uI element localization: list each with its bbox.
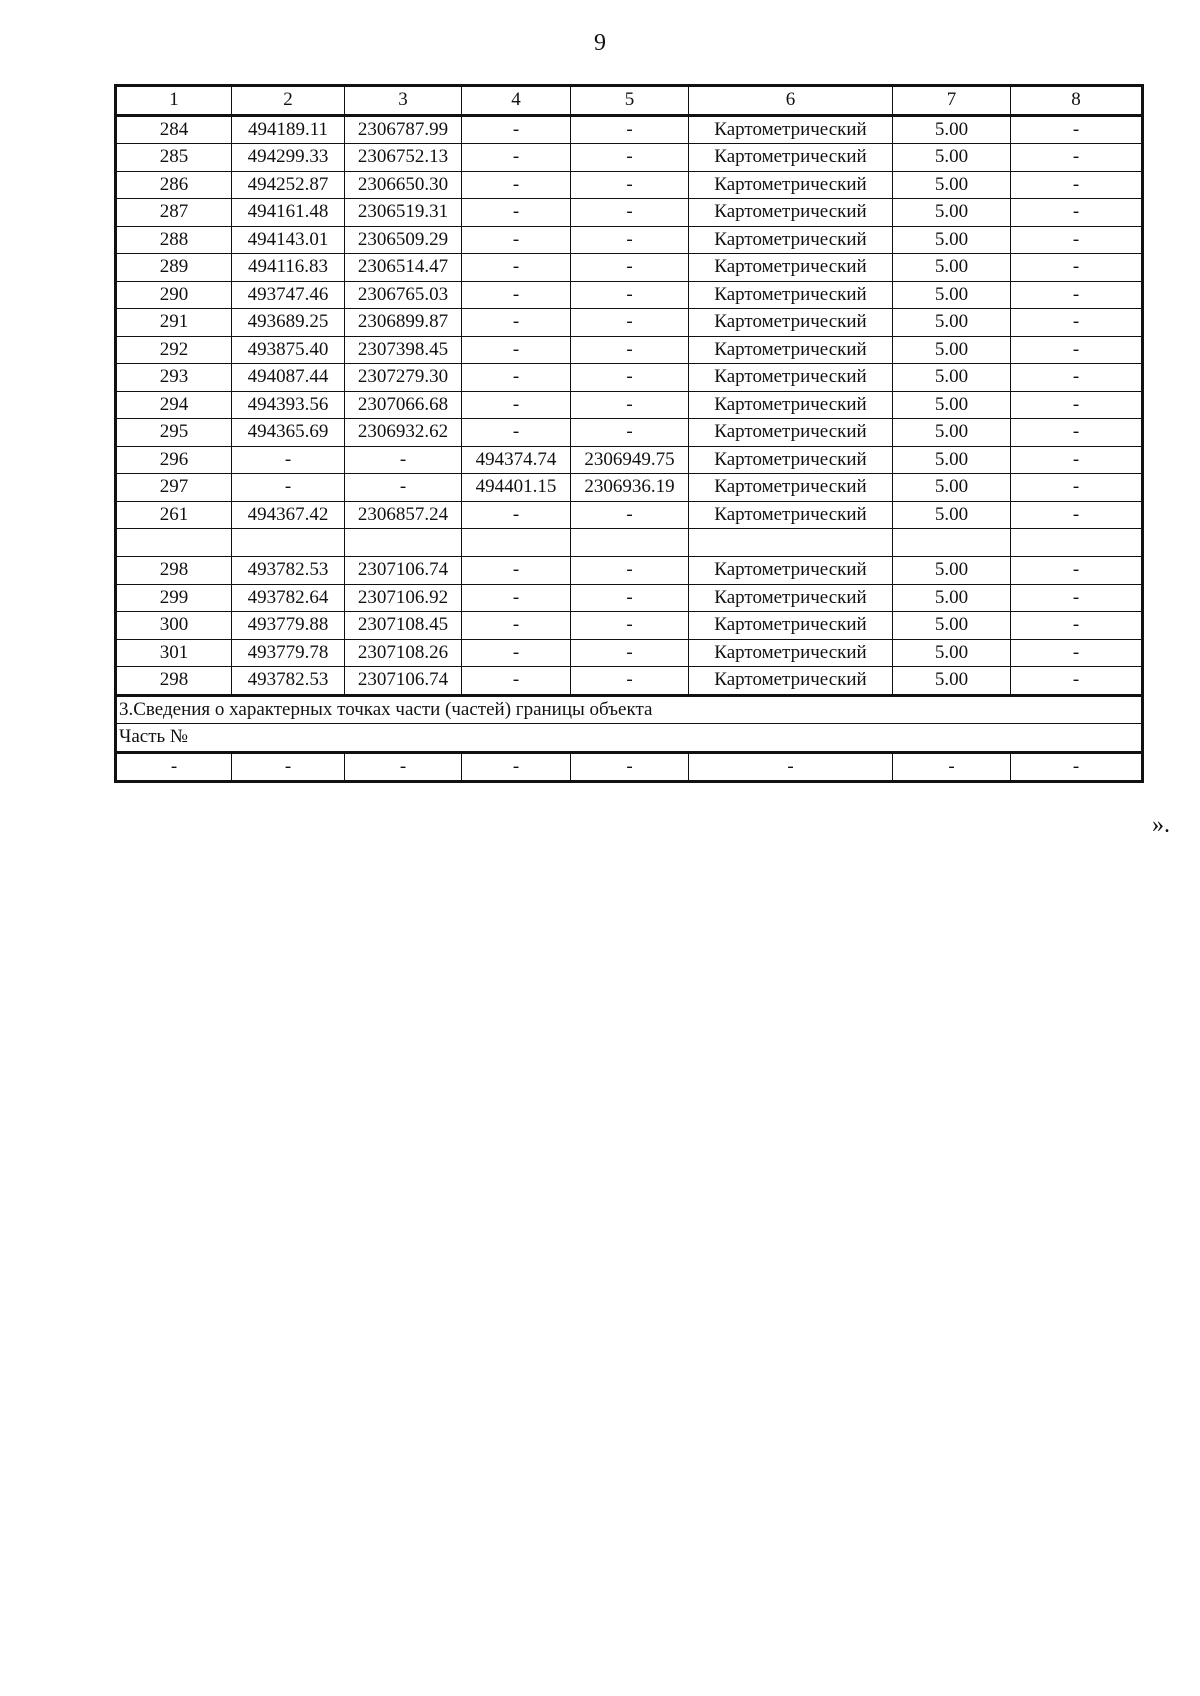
table-cell: 2307106.74 [345,557,462,585]
table-cell: 296 [116,446,232,474]
table-cell: 494116.83 [232,254,345,282]
table-cell: 494143.01 [232,226,345,254]
table-cell: 5.00 [893,557,1011,585]
table-cell: 5.00 [893,501,1011,529]
table-cell: - [462,281,571,309]
table-row [116,557,1143,585]
table-cell: - [116,752,232,782]
table-cell: 284 [116,115,232,144]
table-cell: 5.00 [893,144,1011,172]
table-cell: Картометрический [689,364,893,392]
table-cell: 298 [116,557,232,585]
table-cell: 2306519.31 [345,199,462,227]
table-cell: - [571,612,689,640]
table-cell: - [689,752,893,782]
table-cell: Картометрический [689,171,893,199]
table-row [116,584,1143,612]
table-row [116,446,1143,474]
table-cell: 261 [116,501,232,529]
table-cell: - [571,226,689,254]
table-cell: 5.00 [893,199,1011,227]
table-cell: 5.00 [893,419,1011,447]
table-cell: - [462,336,571,364]
table-cell: Картометрический [689,226,893,254]
table-cell: 493875.40 [232,336,345,364]
empty-cell [232,529,345,557]
table-cell: - [1011,281,1143,309]
table-cell: 2306650.30 [345,171,462,199]
table-cell: Картометрический [689,254,893,282]
table-row [116,667,1143,696]
empty-cell [893,529,1011,557]
table-cell: 494252.87 [232,171,345,199]
table-cell: - [232,446,345,474]
table-row [116,281,1143,309]
table-cell: - [462,612,571,640]
table-row [116,501,1143,529]
table-cell: - [1011,474,1143,502]
empty-cell [1011,529,1143,557]
table-final-row [116,752,1143,782]
table-cell: 289 [116,254,232,282]
table-cell: 2307106.74 [345,667,462,696]
table-cell: 493747.46 [232,281,345,309]
table-cell: 287 [116,199,232,227]
table-cell: 5.00 [893,254,1011,282]
table-cell: 2306752.13 [345,144,462,172]
table-cell: Картометрический [689,419,893,447]
table-cell: - [462,309,571,337]
table-cell: 6 [689,86,893,116]
table-cell: Картометрический [689,667,893,696]
table-cell: 5.00 [893,309,1011,337]
table-cell: - [1011,667,1143,696]
table-cell: 5.00 [893,171,1011,199]
section-3-title: 3.Сведения о характерных точках части (частей) границы объекта [116,695,1143,724]
table-cell: 494189.11 [232,115,345,144]
table-cell: - [1011,364,1143,392]
table-cell: 494393.56 [232,391,345,419]
table-cell: - [462,419,571,447]
table-cell: 493779.88 [232,612,345,640]
page-number: 9 [594,30,606,56]
table-cell: - [1011,419,1143,447]
table-cell: - [571,171,689,199]
table-cell: 2307108.45 [345,612,462,640]
table-cell: - [462,115,571,144]
table-row [116,391,1143,419]
table-cell: 2307106.92 [345,584,462,612]
table-cell: - [1011,584,1143,612]
section-3-row [116,695,1143,724]
table-cell: - [1011,501,1143,529]
table-cell: 7 [893,86,1011,116]
table-cell: - [462,199,571,227]
table-row [116,419,1143,447]
table-cell: 286 [116,171,232,199]
table-cell: - [462,667,571,696]
table-cell: - [462,226,571,254]
table-cell: 285 [116,144,232,172]
table-cell: 8 [1011,86,1143,116]
table-cell: Картометрический [689,501,893,529]
table-cell: Картометрический [689,144,893,172]
table-cell: - [571,199,689,227]
table-cell: 5.00 [893,226,1011,254]
table-cell: - [1011,144,1143,172]
table-row [116,144,1143,172]
table-header-row [116,86,1143,116]
table-cell: 2306949.75 [571,446,689,474]
table-cell: 1 [116,86,232,116]
table-cell: - [462,364,571,392]
table-cell: 5.00 [893,667,1011,696]
table-cell: - [1011,115,1143,144]
table-cell: - [571,501,689,529]
table-row [116,254,1143,282]
table-cell: 494365.69 [232,419,345,447]
table-cell: 5.00 [893,612,1011,640]
table-cell: 2306932.62 [345,419,462,447]
table-cell: 2307066.68 [345,391,462,419]
table-cell: - [571,667,689,696]
table-cell: - [1011,639,1143,667]
table-cell: - [1011,391,1143,419]
table-cell: - [571,364,689,392]
table-cell: - [462,171,571,199]
table-cell: - [462,752,571,782]
table-cell: - [462,501,571,529]
table-cell: 5.00 [893,364,1011,392]
table-cell: 301 [116,639,232,667]
table-row [116,612,1143,640]
table-cell: 5.00 [893,115,1011,144]
table-cell: - [571,419,689,447]
table-cell: 2306765.03 [345,281,462,309]
table-cell: - [1011,254,1143,282]
table-cell: - [1011,171,1143,199]
table-cell: 292 [116,336,232,364]
table-cell: 5.00 [893,391,1011,419]
table-cell: - [1011,557,1143,585]
table-cell: - [1011,199,1143,227]
table-cell: - [232,752,345,782]
table-cell: 494299.33 [232,144,345,172]
table-cell: 2307398.45 [345,336,462,364]
table-cell: - [571,639,689,667]
table-cell: 494374.74 [462,446,571,474]
table-cell: 5.00 [893,639,1011,667]
table-cell: 300 [116,612,232,640]
table-cell: 494087.44 [232,364,345,392]
table-cell: - [232,474,345,502]
table-cell: - [1011,336,1143,364]
table-row [116,474,1143,502]
table-cell: - [571,309,689,337]
table-cell: - [571,254,689,282]
closing-quote: ». [1152,812,1170,838]
table-cell: - [462,639,571,667]
blank-separator-row [116,529,1143,557]
table-cell: - [893,752,1011,782]
table-cell: 299 [116,584,232,612]
table-cell: - [462,144,571,172]
table-cell: - [571,391,689,419]
table-cell: - [571,752,689,782]
empty-cell [345,529,462,557]
table-cell: - [345,474,462,502]
table-cell: - [345,446,462,474]
empty-cell [571,529,689,557]
table-row [116,336,1143,364]
table-cell: 291 [116,309,232,337]
table-cell: - [1011,309,1143,337]
table-cell: 293 [116,364,232,392]
table-cell: 2306787.99 [345,115,462,144]
table-cell: Картометрический [689,639,893,667]
table-cell: 295 [116,419,232,447]
table-cell: 493782.53 [232,557,345,585]
table-row [116,115,1143,144]
table-cell: Картометрический [689,612,893,640]
table-cell: 2307108.26 [345,639,462,667]
table-row [116,226,1143,254]
table-cell: 2 [232,86,345,116]
table-cell: 5.00 [893,446,1011,474]
table-cell: Картометрический [689,391,893,419]
table-cell: - [571,144,689,172]
table-cell: - [462,557,571,585]
table-cell: 2306899.87 [345,309,462,337]
empty-cell [462,529,571,557]
table-row [116,199,1143,227]
table-cell: 493779.78 [232,639,345,667]
part-label: Часть № [116,724,1143,753]
table-cell: 5.00 [893,474,1011,502]
table-cell: 2306857.24 [345,501,462,529]
table-cell: 5.00 [893,336,1011,364]
table-cell: 494161.48 [232,199,345,227]
table-cell: 2306514.47 [345,254,462,282]
table-row [116,639,1143,667]
table-cell: 288 [116,226,232,254]
table-cell: 5.00 [893,584,1011,612]
table-cell: - [1011,446,1143,474]
table-cell: - [571,115,689,144]
table-cell: - [1011,612,1143,640]
table-cell: 2307279.30 [345,364,462,392]
table-cell: - [1011,752,1143,782]
empty-cell [689,529,893,557]
table-cell: Картометрический [689,309,893,337]
table-cell: - [571,584,689,612]
table-cell: Картометрический [689,281,893,309]
table-cell: 2306936.19 [571,474,689,502]
table-cell: 5 [571,86,689,116]
table-cell: Картометрический [689,336,893,364]
table-cell: 493782.64 [232,584,345,612]
table-cell: - [571,336,689,364]
table-cell: 4 [462,86,571,116]
table-cell: 290 [116,281,232,309]
table-cell: 493782.53 [232,667,345,696]
table-cell: - [462,254,571,282]
table-row [116,309,1143,337]
table-cell: Картометрический [689,446,893,474]
table-cell: - [462,584,571,612]
table-cell: 297 [116,474,232,502]
table-cell: - [345,752,462,782]
table-cell: Картометрический [689,199,893,227]
table-cell: Картометрический [689,115,893,144]
table-cell: - [571,281,689,309]
table-cell: 494401.15 [462,474,571,502]
table-cell: 494367.42 [232,501,345,529]
table-cell: 3 [345,86,462,116]
part-label-row [116,724,1143,753]
table-cell: Картометрический [689,474,893,502]
table-row [116,171,1143,199]
coordinates-table [114,84,1144,783]
table-cell: 493689.25 [232,309,345,337]
table-cell: - [462,391,571,419]
empty-cell [116,529,232,557]
table-cell: Картометрический [689,584,893,612]
table-cell: - [571,557,689,585]
table-cell: 2306509.29 [345,226,462,254]
table-cell: 298 [116,667,232,696]
table-cell: Картометрический [689,557,893,585]
table-cell: 5.00 [893,281,1011,309]
table-cell: 294 [116,391,232,419]
table-row [116,364,1143,392]
table-cell: - [1011,226,1143,254]
